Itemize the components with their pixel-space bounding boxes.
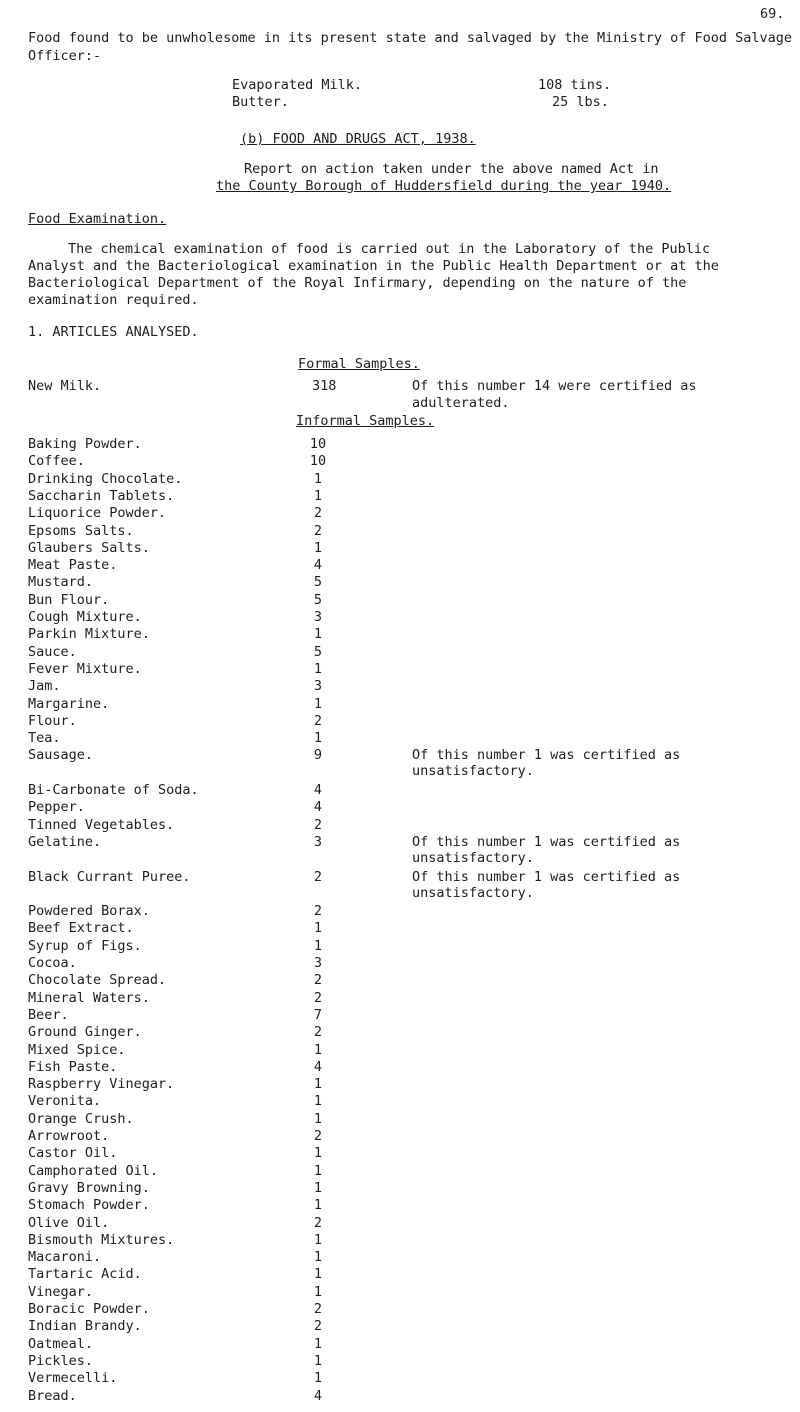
section-b-heading: (b) FOOD AND DRUGS ACT, 1938.: [240, 131, 476, 147]
sample-count: 1: [313, 1249, 323, 1266]
sample-name: Pickles.: [28, 1352, 94, 1369]
sample-name: Drinking Chocolate.: [28, 470, 183, 487]
sample-count: 9: [313, 747, 323, 764]
sample-name: Ground Ginger.: [28, 1024, 142, 1041]
sample-name: Sausage.: [28, 747, 94, 764]
sample-name: Raspberry Vinegar.: [28, 1076, 175, 1093]
sample-count: 2: [313, 903, 323, 920]
sample-name: Indian Brandy.: [28, 1318, 142, 1335]
sample-count: 1: [313, 1231, 323, 1248]
intro-line-1: Food found to be unwholesome in its present state and salvaged by the Ministry of Food Salvage: [28, 30, 793, 46]
new-milk-label: New Milk.: [28, 378, 102, 394]
sample-name: Syrup of Figs.: [28, 937, 142, 954]
sample-note: Of this number 1 was certified as unsatisfactory.: [412, 833, 681, 866]
sample-name: Chocolate Spread.: [28, 972, 167, 989]
sample-name: Veronita.: [28, 1093, 102, 1110]
new-milk-count: 318: [312, 378, 337, 394]
sample-name: Bismouth Mixtures.: [28, 1231, 175, 1248]
sample-name: Bread.: [28, 1387, 77, 1404]
sample-count: 3: [313, 955, 323, 971]
sample-name: Oatmeal.: [28, 1335, 94, 1352]
sample-name: Tinned Vegetables.: [28, 816, 175, 833]
sample-count: 4: [313, 782, 323, 798]
page-number: 69.: [760, 6, 785, 22]
sample-name: Camphorated Oil.: [28, 1162, 159, 1179]
sample-name: Gravy Browning.: [28, 1179, 150, 1196]
articles-heading-text: 1. ARTICLES ANALYSED.: [28, 324, 199, 340]
sample-count: 1: [313, 695, 323, 712]
sample-count: 1: [313, 937, 323, 954]
sample-note: Of this number 1 was certified as unsatisfactory.: [412, 868, 681, 901]
sample-name: Vermecelli.: [28, 1370, 118, 1387]
sample-name: Macaroni.: [28, 1249, 102, 1266]
sample-count: 1: [313, 1093, 323, 1110]
sample-count: 1: [313, 1041, 323, 1058]
food-exam-para-4: examination required.: [28, 292, 199, 308]
sample-count: 1: [313, 470, 323, 487]
sample-count: 1: [313, 1162, 323, 1179]
sample-name: Cough Mixture.: [28, 609, 142, 625]
food-exam-para-3: Bacteriological Department of the Royal Infirmary, depending on the nature of the: [28, 275, 687, 291]
sample-count: 4: [313, 799, 323, 816]
sample-count: 2: [313, 989, 323, 1006]
sample-name: Castor Oil.: [28, 1145, 118, 1162]
sample-name: Parkin Mixture.: [28, 626, 150, 643]
sample-count: 1: [313, 660, 323, 677]
sample-name: Epsoms Salts.: [28, 522, 134, 539]
sample-count: 2: [313, 868, 323, 885]
sample-name: Arrowroot.: [28, 1128, 110, 1144]
sample-count: 1: [313, 730, 323, 747]
food-exam-heading: Food Examination.: [28, 211, 167, 227]
sample-count: 1: [313, 1283, 323, 1300]
sample-name: Gelatine.: [28, 833, 102, 850]
sample-name: Mineral Waters.: [28, 989, 150, 1006]
sample-name: Stomach Powder.: [28, 1197, 150, 1214]
sample-count: 2: [313, 522, 323, 539]
sample-count: 3: [313, 833, 323, 850]
sample-name: Margarine.: [28, 695, 110, 712]
sample-count: 1: [313, 1370, 323, 1387]
food-exam-para-1: The chemical examination of food is carried out in the Laboratory of the Public: [68, 241, 711, 257]
sample-name: Bun Flour.: [28, 591, 110, 608]
sample-count: 5: [313, 643, 323, 660]
sample-name: Olive Oil.: [28, 1214, 110, 1231]
sample-name: Liquorice Powder.: [28, 505, 167, 522]
sample-count: 1: [313, 626, 323, 643]
sample-count: 4: [313, 557, 323, 574]
sample-count: 1: [313, 1179, 323, 1196]
sample-count: 1: [313, 1352, 323, 1369]
sample-count: 2: [313, 505, 323, 522]
salvage-item: Evaporated Milk.: [232, 77, 363, 93]
intro-line-2: Officer:-: [28, 48, 102, 64]
sample-count: 2: [313, 1128, 323, 1144]
sample-count: 7: [313, 1006, 323, 1023]
salvage-item: Butter.: [232, 94, 289, 110]
sample-count: 4: [313, 1387, 323, 1404]
sample-count: 1: [313, 1110, 323, 1127]
sample-count: 2: [313, 816, 323, 833]
sample-count: 1: [313, 487, 323, 504]
new-milk-note: Of this number 14 were certified as adulterated.: [412, 378, 697, 411]
sample-count: 5: [313, 591, 323, 608]
sample-name: Fever Mixture.: [28, 660, 142, 677]
salvage-qty: 25 lbs.: [552, 94, 609, 110]
sample-count: 2: [313, 712, 323, 729]
sample-count: 3: [313, 678, 323, 695]
report-line-2: the County Borough of Huddersfield during the year 1940.: [216, 178, 672, 194]
sample-count: 2: [313, 972, 323, 989]
report-line-1: Report on action taken under the above named Act in: [244, 161, 659, 177]
sample-count: 1: [313, 1335, 323, 1352]
sample-name: Powdered Borax.: [28, 903, 150, 920]
sample-count: 2: [313, 1318, 323, 1335]
sample-name: Vinegar.: [28, 1283, 94, 1300]
sample-count: 5: [313, 574, 323, 591]
sample-count: 10: [309, 453, 327, 470]
sample-name: Black Currant Puree.: [28, 868, 191, 885]
sample-count: 2: [313, 1214, 323, 1231]
sample-name: Fish Paste.: [28, 1058, 118, 1075]
sample-count: 1: [313, 539, 323, 556]
sample-name: Glaubers Salts.: [28, 539, 150, 556]
formal-samples-heading: Formal Samples.: [298, 356, 420, 372]
sample-name: Beef Extract.: [28, 920, 134, 937]
sample-count: 4: [313, 1058, 323, 1075]
sample-note: Of this number 1 was certified as unsatisfactory.: [412, 747, 681, 780]
sample-name: Bi-Carbonate of Soda.: [28, 782, 199, 798]
sample-name: Tea.: [28, 730, 61, 747]
sample-count: 3: [313, 609, 323, 625]
sample-name: Flour.: [28, 712, 77, 729]
sample-count: 1: [313, 920, 323, 937]
sample-name: Boracic Powder.: [28, 1301, 150, 1317]
sample-name: Mixed Spice.: [28, 1041, 126, 1058]
salvage-qty: 108 tins.: [538, 77, 612, 93]
sample-count: 1: [313, 1145, 323, 1162]
sample-name: Mustard.: [28, 574, 94, 591]
sample-count: 2: [313, 1024, 323, 1041]
sample-name: Tartaric Acid.: [28, 1266, 142, 1283]
sample-name: Baking Powder.: [28, 436, 142, 452]
sample-name: Saccharin Tablets.: [28, 487, 175, 504]
food-exam-para-2: Analyst and the Bacteriological examination in the Public Health Department or at the: [28, 258, 719, 274]
sample-count: 1: [313, 1076, 323, 1093]
sample-name: Orange Crush.: [28, 1110, 134, 1127]
sample-name: Meat Paste.: [28, 557, 118, 574]
sample-name: Pepper.: [28, 799, 85, 816]
sample-count: 2: [313, 1301, 323, 1317]
sample-name: Beer.: [28, 1006, 69, 1023]
sample-count: 1: [313, 1266, 323, 1283]
sample-count: 10: [309, 436, 327, 452]
sample-name: Cocoa.: [28, 955, 77, 971]
sample-name: Jam.: [28, 678, 61, 695]
sample-name: Sauce.: [28, 643, 77, 660]
sample-count: 1: [313, 1197, 323, 1214]
informal-samples-heading: Informal Samples.: [296, 413, 435, 429]
sample-name: Coffee.: [28, 453, 85, 470]
